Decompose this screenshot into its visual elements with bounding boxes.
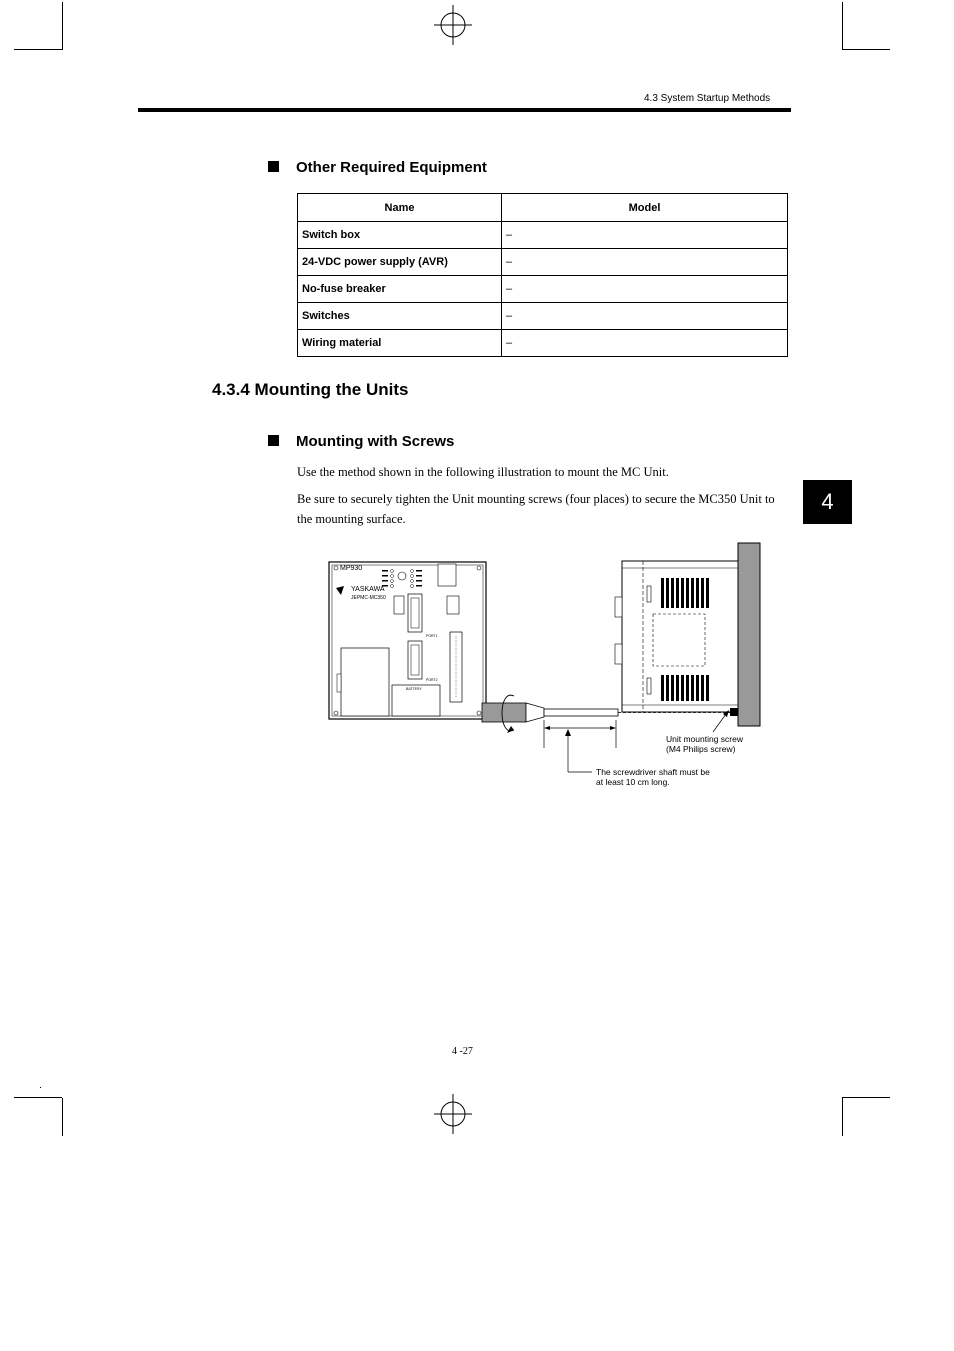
table-row bbox=[298, 276, 788, 303]
shaft-callout-line1: The screwdriver shaft must be bbox=[596, 767, 710, 777]
registration-mark-top bbox=[430, 5, 476, 45]
table-row bbox=[298, 303, 788, 330]
equipment-table bbox=[297, 193, 788, 357]
equipment-name: No-fuse breaker bbox=[298, 276, 502, 303]
warning-paragraph: Be sure to securely tighten the Unit mounting screws (four places) to secure the MC350 Unit to the mounting surface. bbox=[297, 492, 775, 526]
shaft-callout-line2: at least 10 cm long. bbox=[596, 777, 670, 787]
equipment-model: – bbox=[502, 249, 788, 276]
port2-label: PORT2 bbox=[426, 678, 438, 682]
equipment-heading: Other Required Equipment bbox=[268, 159, 487, 176]
page-number: 4 -27 bbox=[452, 1046, 473, 1057]
part-number-label: JEPMC-MC350 bbox=[351, 595, 386, 601]
equipment-name: 24-VDC power supply (AVR) bbox=[298, 249, 502, 276]
screw-callout-line2: (M4 Philips screw) bbox=[666, 744, 736, 754]
registration-mark-bottom bbox=[430, 1094, 476, 1134]
table-row bbox=[298, 330, 788, 357]
instruction-paragraph: Use the method shown in the following illustration to mount the MC Unit. bbox=[297, 465, 669, 479]
column-header-model: Model bbox=[502, 194, 788, 222]
brand-label: YASKAWA bbox=[351, 586, 385, 593]
running-header: 4.3 System Startup Methods bbox=[644, 93, 771, 104]
unit-side-view bbox=[615, 543, 760, 732]
bullet-square-icon bbox=[268, 161, 279, 172]
unit-front-view bbox=[329, 562, 486, 719]
equipment-model: – bbox=[502, 222, 788, 249]
battery-label: BATTERY bbox=[406, 687, 422, 691]
screw-callout-line1: Unit mounting screw bbox=[666, 734, 744, 744]
table-row bbox=[298, 222, 788, 249]
equipment-model: – bbox=[502, 276, 788, 303]
header-rule bbox=[138, 108, 791, 112]
equipment-model: – bbox=[502, 330, 788, 357]
shaft-callout bbox=[596, 767, 710, 787]
bullet-square-icon bbox=[268, 435, 279, 446]
mounting-illustration bbox=[320, 540, 770, 800]
table-row bbox=[298, 249, 788, 276]
equipment-name: Switches bbox=[298, 303, 502, 330]
column-header-name: Name bbox=[298, 194, 502, 222]
chapter-tab: 4 bbox=[803, 480, 852, 524]
unit-model-label: MP930 bbox=[340, 565, 363, 572]
equipment-name: Wiring material bbox=[298, 330, 502, 357]
equipment-model: – bbox=[502, 303, 788, 330]
port1-label: PORT1 bbox=[426, 634, 438, 638]
equipment-name: Switch box bbox=[298, 222, 502, 249]
table-header-row bbox=[298, 194, 788, 222]
mounting-heading: Mounting with Screws bbox=[268, 433, 454, 450]
shaft-length-dimension bbox=[544, 720, 616, 772]
screw-callout bbox=[666, 734, 743, 754]
subsection-title: 4.3.4 Mounting the Units bbox=[212, 380, 409, 399]
